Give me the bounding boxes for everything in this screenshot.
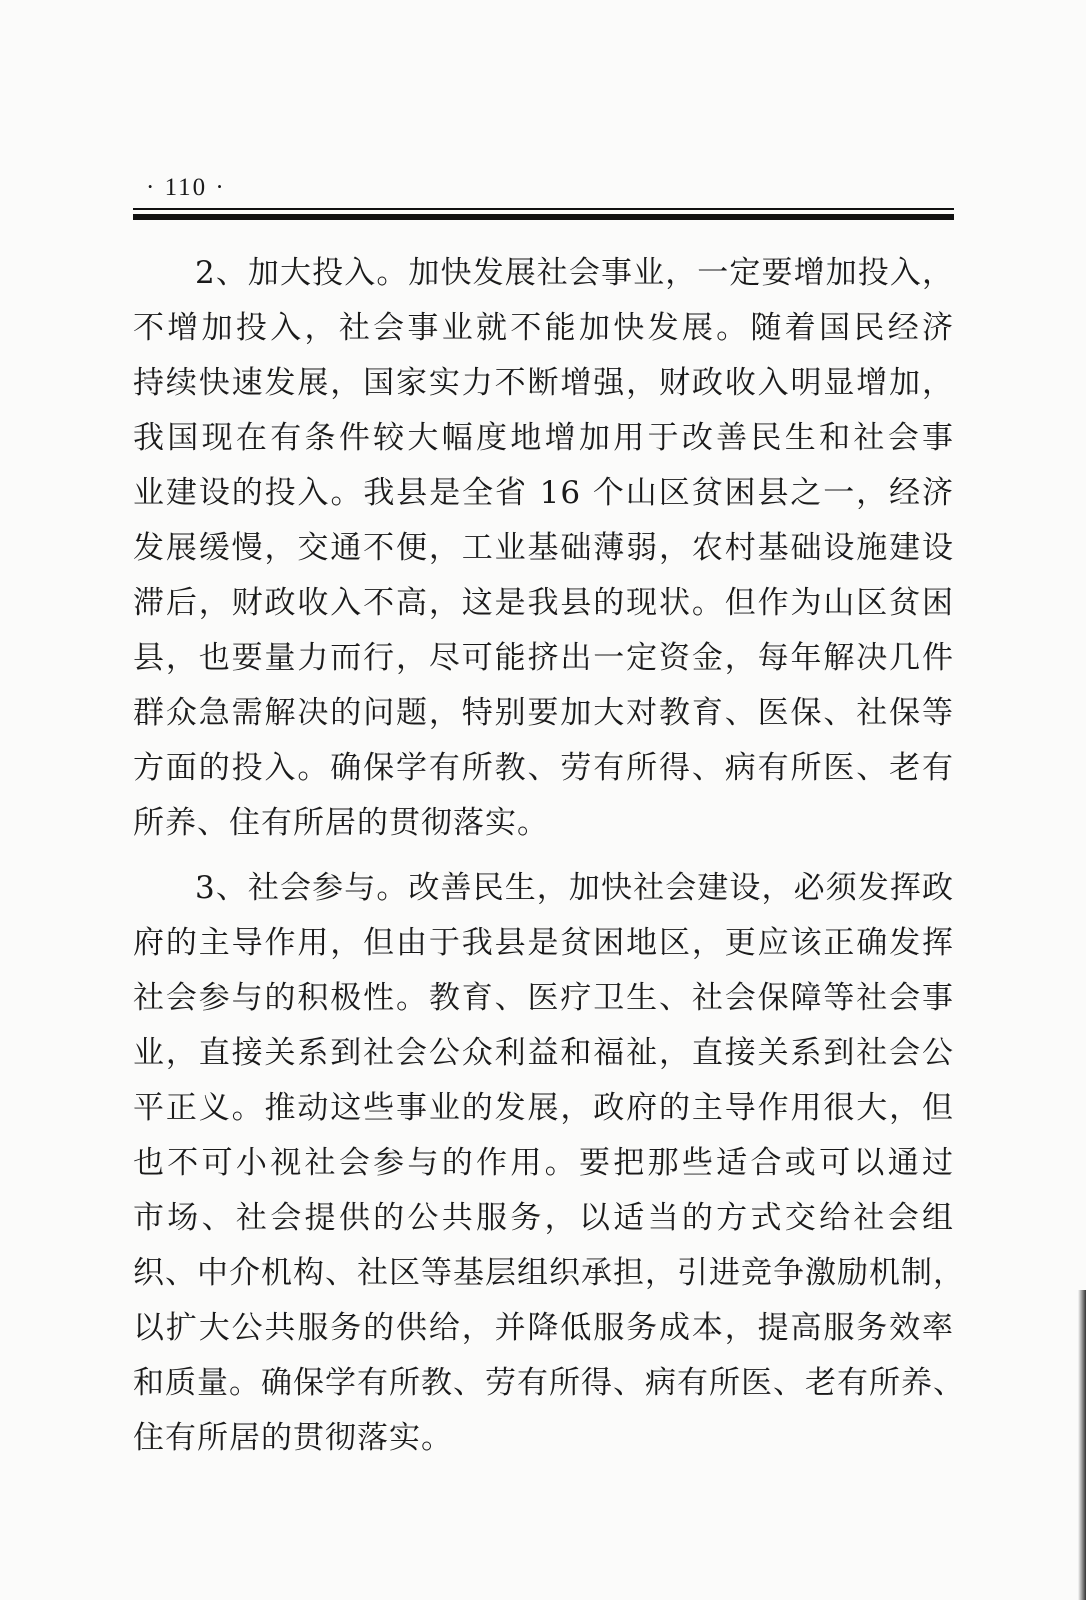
- text-line: 发展缓慢，交通不便，工业基础薄弱，农村基础设施建设: [133, 530, 954, 566]
- scan-edge-shadow: [1078, 1290, 1086, 1600]
- paragraph-increase-investment: [133, 246, 954, 851]
- body-text: [133, 246, 965, 1466]
- text-line: 所养、住有所居的贯彻落实。: [133, 805, 549, 841]
- paragraph-social-participation: [133, 861, 965, 1466]
- text-line: 业，直接关系到社会公众利益和福祉，直接关系到社会公: [133, 1035, 954, 1071]
- text-line: 我国现在有条件较大幅度地增加用于改善民生和社会事: [133, 420, 954, 456]
- text-line: 织、中介机构、社区等基层组织承担，引进竞争激励机制，: [133, 1255, 965, 1291]
- header-rule-thick: [133, 214, 954, 220]
- text-line: 社会参与的积极性。教育、医疗卫生、社会保障等社会事: [133, 980, 954, 1016]
- text-line: 平正义。推动这些事业的发展，政府的主导作用很大，但: [133, 1090, 954, 1126]
- page-number: · 110 ·: [146, 174, 226, 201]
- header-rule-thin: [133, 208, 954, 210]
- text-line: 市场、社会提供的公共服务，以适当的方式交给社会组: [133, 1200, 954, 1236]
- text-line: 县，也要量力而行，尽可能挤出一定资金，每年解决几件: [133, 640, 954, 676]
- text-line: 也不可小视社会参与的作用。要把那些适合或可以通过: [133, 1145, 954, 1181]
- text-line: 滞后，财政收入不高，这是我县的现状。但作为山区贫困: [133, 585, 954, 621]
- text-line: 方面的投入。确保学有所教、劳有所得、病有所医、老有: [133, 750, 954, 786]
- text-line: 3、社会参与。改善民生，加快社会建设，必须发挥政: [195, 870, 954, 906]
- text-line: 不增加投入，社会事业就不能加快发展。随着国民经济: [133, 310, 954, 346]
- text-line: 府的主导作用，但由于我县是贫困地区，更应该正确发挥: [133, 925, 954, 961]
- text-line: 以扩大公共服务的供给，并降低服务成本，提高服务效率: [133, 1310, 954, 1346]
- paragraph-gap: [133, 851, 954, 861]
- text-line: 住有所居的贯彻落实。: [133, 1420, 453, 1456]
- text-line: 2、加大投入。加快发展社会事业，一定要增加投入，: [195, 255, 954, 291]
- text-line: 群众急需解决的问题，特别要加大对教育、医保、社保等: [133, 695, 954, 731]
- text-line: 和质量。确保学有所教、劳有所得、病有所医、老有所养、: [133, 1365, 965, 1401]
- text-line: 业建设的投入。我县是全省 16 个山区贫困县之一，经济: [133, 475, 954, 511]
- text-line: 持续快速发展，国家实力不断增强，财政收入明显增加，: [133, 365, 954, 401]
